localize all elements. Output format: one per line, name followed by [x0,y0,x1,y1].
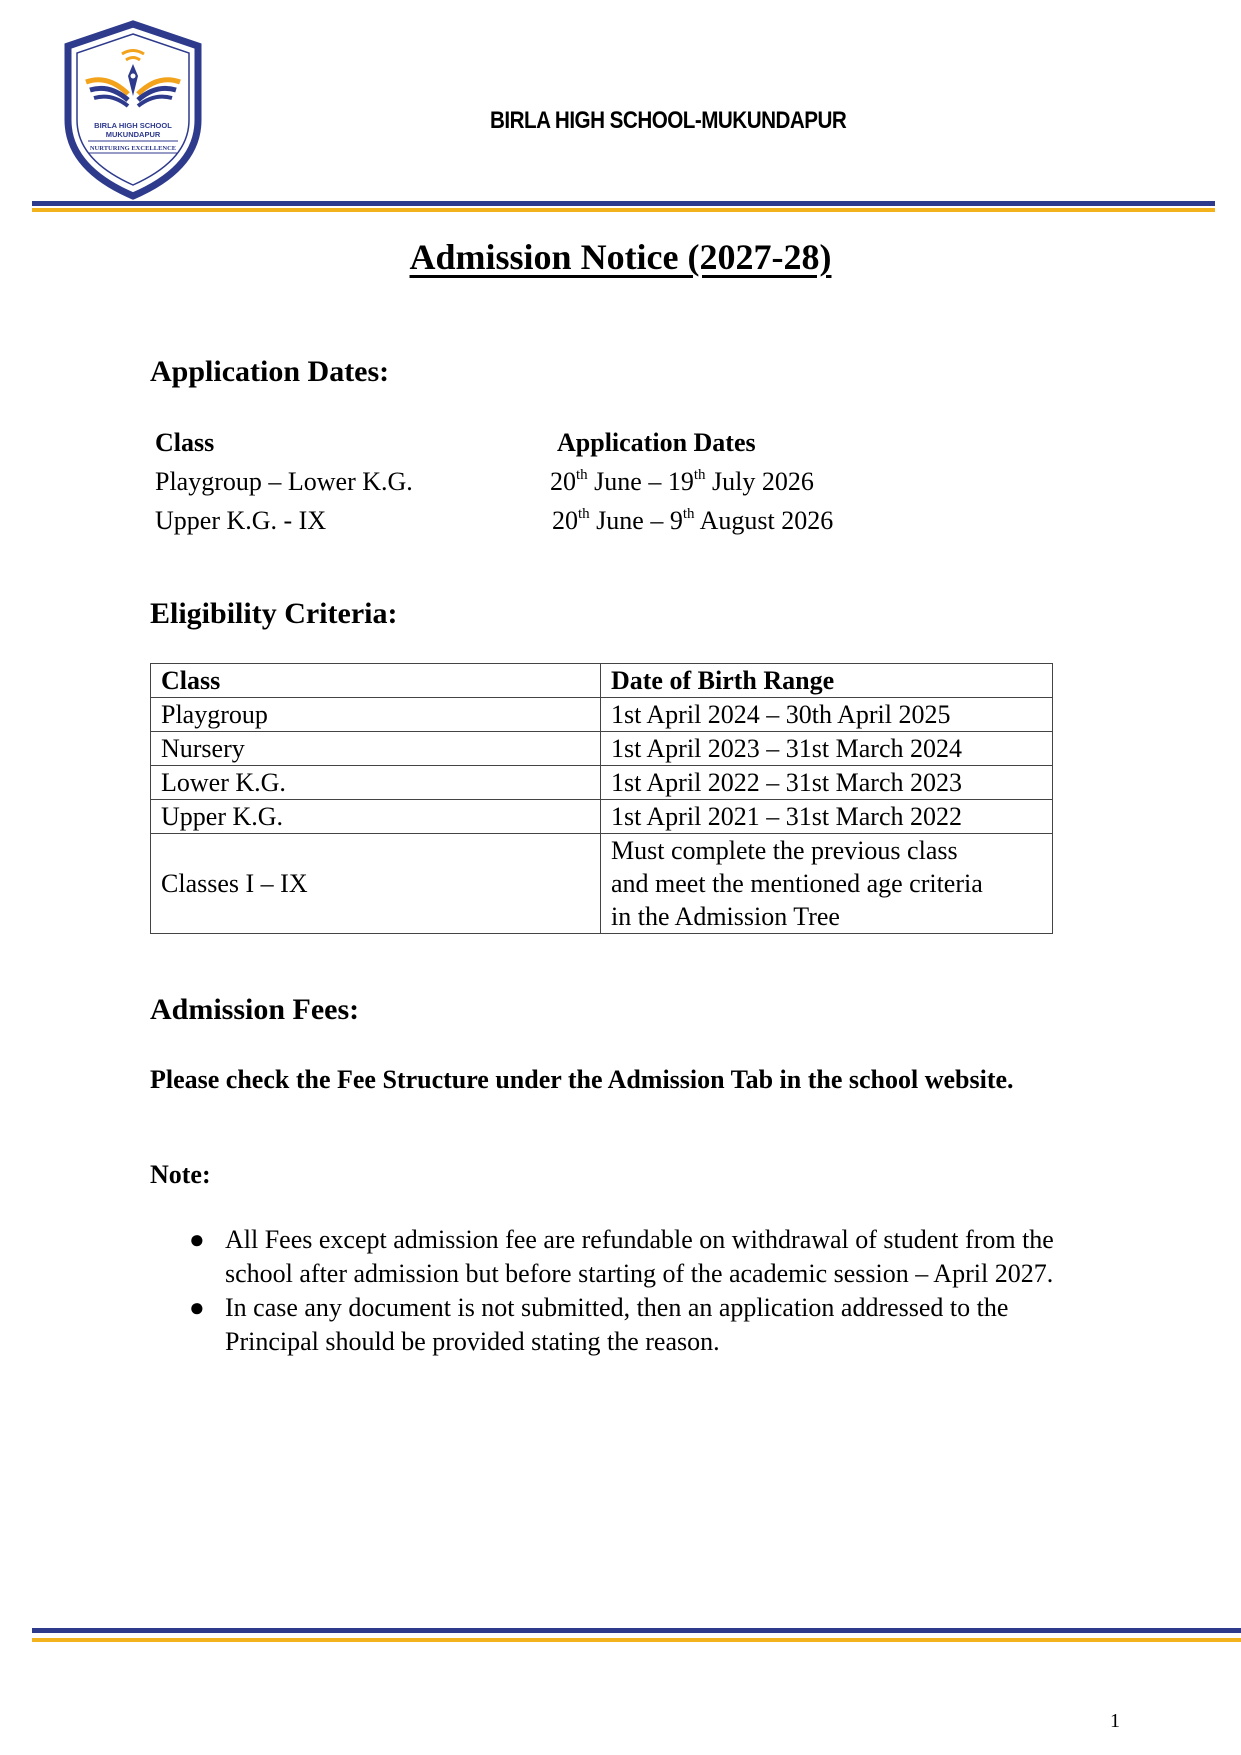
table-cell-class: Classes I – IX [151,834,601,934]
table-cell-class: Playgroup [151,698,601,732]
table-cell-range [601,834,1053,934]
footer-rule-blue [32,1628,1241,1633]
logo-tagline: NURTURING EXCELLENCE [89,145,177,152]
table-row [151,800,1053,834]
note-label: Note: [150,1160,211,1189]
admission-fees-heading: Admission Fees: [150,993,360,1026]
table-row [151,732,1053,766]
list-item [185,1223,1085,1291]
page-number: 1 [1110,1710,1120,1732]
dates-row-range: 20th June – 19th July 2026 [550,467,814,496]
table-cell-range: 1st April 2023 – 31st March 2024 [601,732,1053,766]
header-rule-blue [32,201,1215,206]
header-rule-gold [32,208,1215,212]
table-col-class: Class [151,664,601,698]
note-item-text: All Fees except admission fee are refundable on withdrawal of student from the school after admission but before starting of the academic session – April 2027. [225,1225,1054,1288]
school-name-header: BIRLA HIGH SCHOOL-MUKUNDAPUR [490,107,847,134]
logo-text-line2: MUKUNDAPUR [105,130,161,139]
school-logo [62,20,204,200]
table-row [151,766,1053,800]
table-cell-range: 1st April 2021 – 31st March 2022 [601,800,1053,834]
table-header-row [151,664,1053,698]
dates-col-class: Class [155,428,215,457]
note-item-text: In case any document is not submitted, then an application addressed to the Principal should be provided stating the reason. [225,1293,1009,1356]
range-line: and meet the mentioned age criteria [611,869,983,898]
footer-rule-gold [32,1638,1241,1642]
page-title: Admission Notice (2027-28) [409,237,832,277]
table-row [151,698,1053,732]
table-col-dob: Date of Birth Range [601,664,1053,698]
dates-row-class: Playgroup – Lower K.G. [155,467,413,496]
list-item [185,1291,1085,1359]
bullet-icon: ● [189,1293,205,1322]
eligibility-heading: Eligibility Criteria: [150,597,398,630]
table-cell-range: 1st April 2022 – 31st March 2023 [601,766,1053,800]
fees-text: Please check the Fee Structure under the Admission Tab in the school website. [150,1065,1014,1094]
dates-row-range: 20th June – 9th August 2026 [552,506,834,535]
dates-row-class: Upper K.G. - IX [155,506,327,535]
note-list [185,1223,1085,1359]
application-dates-heading: Application Dates: [150,355,390,388]
table-cell-class: Nursery [151,732,601,766]
bullet-icon: ● [189,1225,205,1254]
eligibility-table [150,663,1053,934]
table-cell-class: Upper K.G. [151,800,601,834]
range-line: Must complete the previous class [611,836,958,865]
table-row [151,834,1053,934]
dates-col-dates: Application Dates [557,428,756,457]
table-cell-range: 1st April 2024 – 30th April 2025 [601,698,1053,732]
logo-text-line1: BIRLA HIGH SCHOOL [94,121,172,130]
range-line: in the Admission Tree [611,902,840,931]
table-cell-class: Lower K.G. [151,766,601,800]
